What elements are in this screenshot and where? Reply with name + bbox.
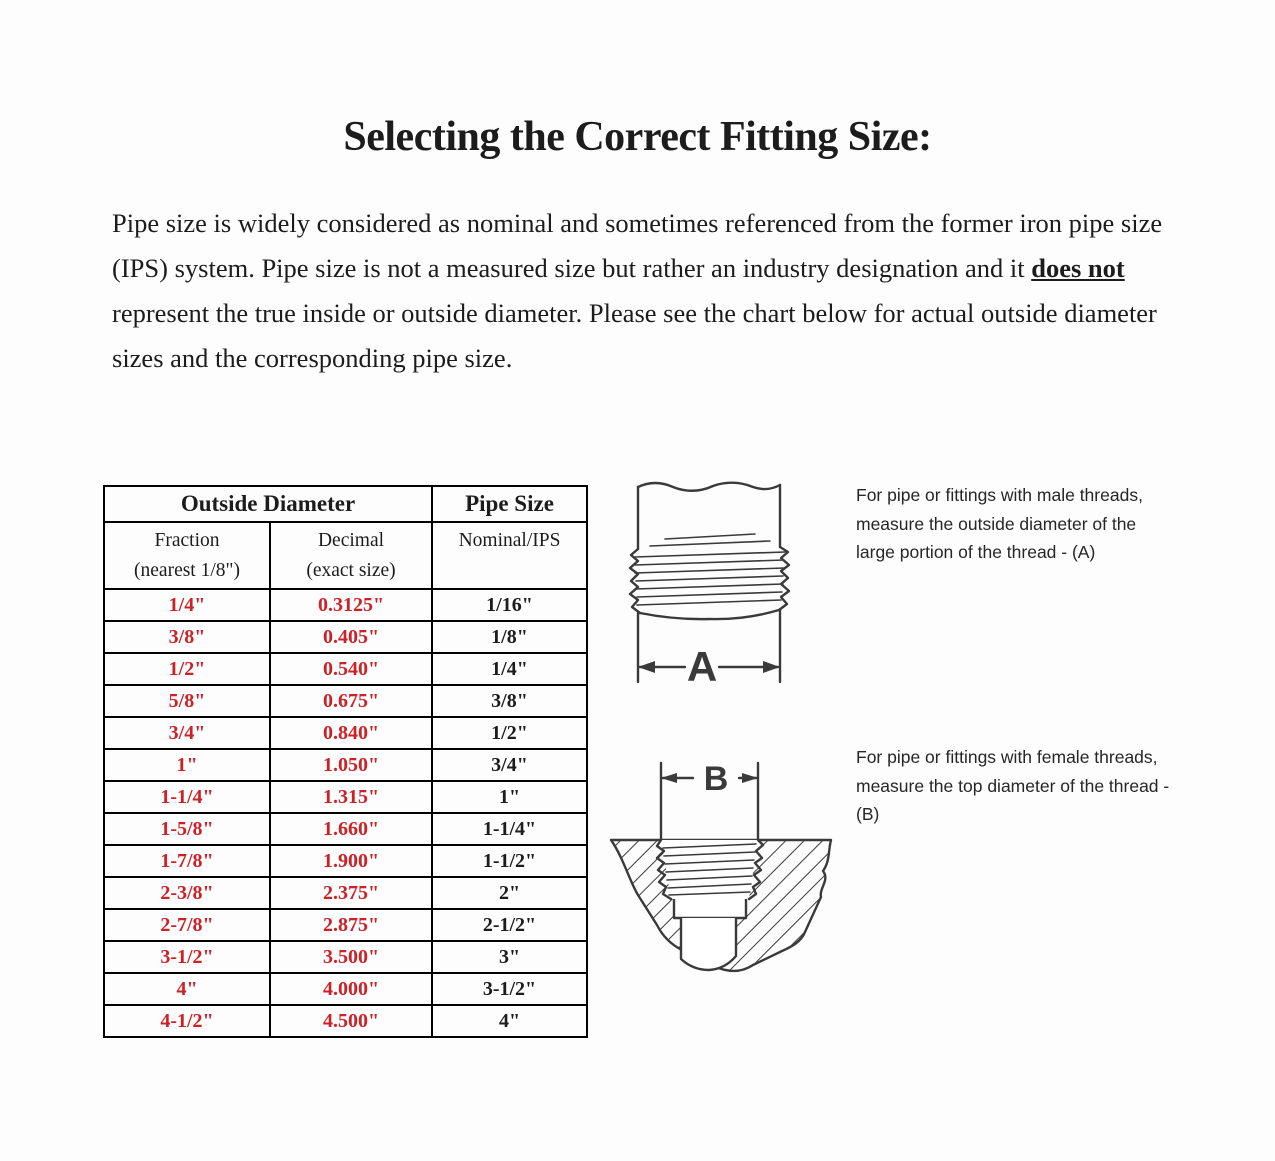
table-row	[104, 685, 587, 717]
table-row	[104, 877, 587, 909]
table-row	[104, 781, 587, 813]
fraction-cell: 1-1/4"	[104, 781, 270, 813]
fraction-cell: 3/4"	[104, 717, 270, 749]
table-row	[104, 973, 587, 1005]
dimension-a-label: A	[686, 643, 718, 689]
intro-paragraph	[112, 201, 1167, 381]
fraction-cell: 2-3/8"	[104, 877, 270, 909]
decimal-cell: 0.675"	[270, 685, 432, 717]
decimal-cell: 2.875"	[270, 909, 432, 941]
pipe-size-cell: 3/4"	[432, 749, 587, 781]
table-row	[104, 909, 587, 941]
pipe-size-cell: 3-1/2"	[432, 973, 587, 1005]
pipe-size-cell: 4"	[432, 1005, 587, 1037]
decimal-cell: 4.500"	[270, 1005, 432, 1037]
pipe-size-cell: 1/4"	[432, 653, 587, 685]
table-row	[104, 813, 587, 845]
fraction-cell: 1-7/8"	[104, 845, 270, 877]
fraction-cell: 5/8"	[104, 685, 270, 717]
fraction-cell: 1/2"	[104, 653, 270, 685]
outside-diameter-header: Outside Diameter	[104, 486, 432, 522]
table-row	[104, 941, 587, 973]
fraction-cell: 1"	[104, 749, 270, 781]
pipe-size-cell: 1"	[432, 781, 587, 813]
decimal-cell: 3.500"	[270, 941, 432, 973]
fraction-cell: 4-1/2"	[104, 1005, 270, 1037]
female-thread-diagram	[603, 747, 843, 999]
decimal-subheader: Decimal (exact size)	[270, 522, 432, 589]
pipe-size-cell: 2"	[432, 877, 587, 909]
pipe-size-header: Pipe Size	[432, 486, 587, 522]
table-row	[104, 589, 587, 621]
decimal-cell: 0.540"	[270, 653, 432, 685]
pipe-size-cell: 1/2"	[432, 717, 587, 749]
intro-emphasis: does not	[1031, 253, 1125, 283]
pipe-size-cell: 3"	[432, 941, 587, 973]
decimal-cell: 1.900"	[270, 845, 432, 877]
decimal-cell: 0.3125"	[270, 589, 432, 621]
table-body	[104, 589, 587, 1037]
dimension-b-label: B	[703, 760, 729, 798]
decimal-cell: 0.405"	[270, 621, 432, 653]
table-header	[104, 486, 587, 589]
fraction-cell: 3/8"	[104, 621, 270, 653]
fraction-cell: 1-5/8"	[104, 813, 270, 845]
decimal-cell: 1.660"	[270, 813, 432, 845]
male-thread-caption: For pipe or fittings with male threads, measure the outside diameter of the large portion of the thread - (A)	[856, 485, 1143, 562]
fraction-cell: 1/4"	[104, 589, 270, 621]
fraction-cell: 4"	[104, 973, 270, 1005]
fraction-cell: 2-7/8"	[104, 909, 270, 941]
pipe-size-cell: 1-1/4"	[432, 813, 587, 845]
fraction-cell: 3-1/2"	[104, 941, 270, 973]
pipe-size-cell: 1-1/2"	[432, 845, 587, 877]
table-row	[104, 1005, 587, 1037]
table-row	[104, 717, 587, 749]
pipe-size-cell: 3/8"	[432, 685, 587, 717]
pipe-size-cell: 1/8"	[432, 621, 587, 653]
fraction-subheader: Fraction (nearest 1/8")	[104, 522, 270, 589]
pipe-size-cell: 2-1/2"	[432, 909, 587, 941]
table-row	[104, 749, 587, 781]
intro-text-part2: represent the true inside or outside diameter. Please see the chart below for actual outside diameter sizes and the corresponding pipe size.	[112, 298, 1157, 373]
female-thread-caption: For pipe or fittings with female threads, measure the top diameter of the thread - (B)	[856, 747, 1170, 824]
subheader-row	[104, 522, 587, 589]
decimal-cell: 1.315"	[270, 781, 432, 813]
table-row	[104, 621, 587, 653]
nominal-subheader: Nominal/IPS	[432, 522, 587, 589]
decimal-cell: 1.050"	[270, 749, 432, 781]
page-title: Selecting the Correct Fitting Size:	[343, 114, 932, 160]
pipe-size-cell: 1/16"	[432, 589, 587, 621]
intro-text-part1: Pipe size is widely considered as nominal and sometimes referenced from the former iron pipe size (IPS) system. Pipe size is not a measured size but rather an industry designation and it	[112, 208, 1163, 283]
header-group-row	[104, 486, 587, 522]
table-row	[104, 653, 587, 685]
decimal-cell: 0.840"	[270, 717, 432, 749]
decimal-cell: 4.000"	[270, 973, 432, 1005]
decimal-cell: 2.375"	[270, 877, 432, 909]
table-row	[104, 845, 587, 877]
pipe-size-table	[103, 485, 588, 1038]
male-thread-diagram	[625, 477, 795, 689]
